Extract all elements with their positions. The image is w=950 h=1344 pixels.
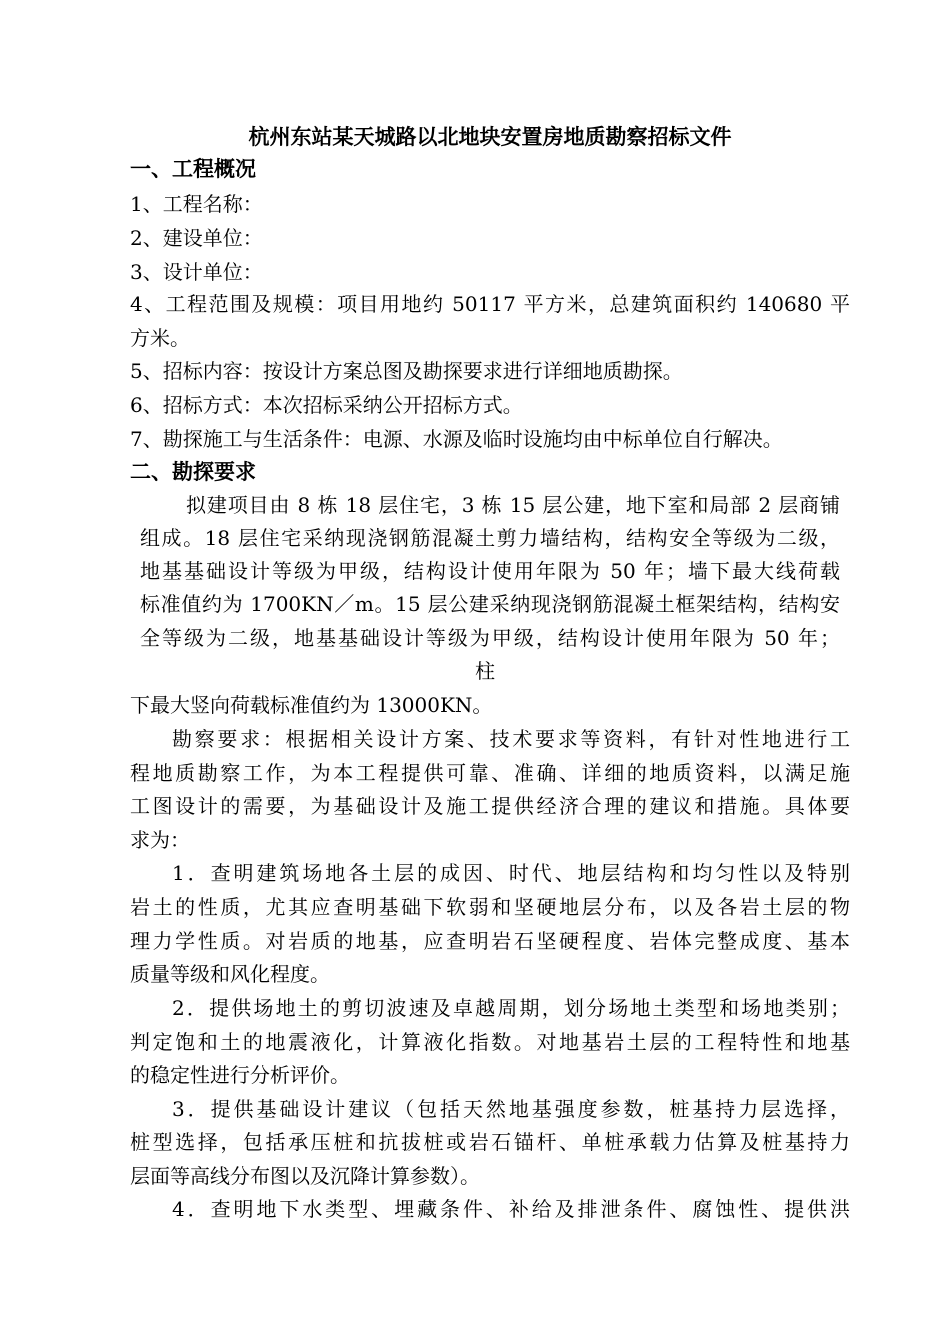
requirement-item-4-line: 4．查明地下水类型、埋藏条件、补给及排泄条件、腐蚀性、提供洪 bbox=[172, 1197, 850, 1221]
overview-item-project-name: 1、工程名称： bbox=[130, 192, 263, 216]
intro-line: 下最大竖向荷载标准值约为 13000KN。 bbox=[130, 693, 493, 717]
overview-item-conditions: 7、勘探施工与生活条件：电源、水源及临时设施均由中标单位自行解决。 bbox=[130, 427, 783, 451]
intro-line: 全等级为二级，地基基础设计等级为甲级，结构设计使用年限为 50 年； bbox=[140, 626, 840, 650]
requirement-item-1-line: 1．查明建筑场地各土层的成因、时代、地层结构和均匀性以及特别 bbox=[172, 861, 850, 885]
requirement-item-3-line: 桩型选择，包括承压桩和抗拔桩或岩石锚杆、单桩承载力估算及桩基持力 bbox=[130, 1130, 850, 1154]
requirement-item-1-line: 岩土的性质，尤其应查明基础下软弱和坚硬地层分布，以及各岩土层的物 bbox=[130, 895, 850, 919]
requirement-item-3-line: 层面等高线分布图以及沉降计算参数）。 bbox=[130, 1164, 480, 1188]
requirement-item-1-line: 理力学性质。对岩质的地基，应查明岩石坚硬程度、岩体完整成度、基本 bbox=[130, 929, 850, 953]
intro-line-wrap-char: 柱 bbox=[475, 659, 495, 683]
overview-item-bid-method: 6、招标方式：本次招标采纳公开招标方式。 bbox=[130, 393, 523, 417]
section-heading-survey-requirements: 二、勘探要求 bbox=[130, 459, 256, 484]
overview-item-bid-content: 5、招标内容：按设计方案总图及勘探要求进行详细地质勘探。 bbox=[130, 359, 683, 383]
document-title: 杭州东站某天城路以北地块安置房地质勘察招标文件 bbox=[248, 124, 732, 149]
requirements-line: 工图设计的需要，为基础设计及施工提供经济合理的建议和措施。具体要 bbox=[130, 794, 850, 818]
overview-item-designer: 3、设计单位： bbox=[130, 260, 263, 284]
requirements-line: 勘察要求：根据相关设计方案、技术要求等资料，有针对性地进行工 bbox=[172, 727, 850, 751]
overview-item-scope-cont: 方米。 bbox=[130, 326, 190, 350]
overview-item-scope: 4、工程范围及规模：项目用地约 50117 平方米，总建筑面积约 140680 平 bbox=[130, 292, 850, 316]
requirement-item-3-line: 3．提供基础设计建议（包括天然地基强度参数，桩基持力层选择， bbox=[172, 1097, 850, 1121]
requirement-item-2-line: 2．提供场地土的剪切波速及卓越周期，划分场地土类型和场地类别； bbox=[172, 996, 850, 1020]
requirements-line: 程地质勘察工作，为本工程提供可靠、准确、详细的地质资料，以满足施 bbox=[130, 761, 850, 785]
requirement-item-2-line: 的稳定性进行分析评价。 bbox=[130, 1063, 350, 1087]
intro-line: 拟建项目由 8 栋 18 层住宅，3 栋 15 层公建，地下室和局部 2 层商铺 bbox=[186, 493, 840, 517]
overview-item-owner: 2、建设单位： bbox=[130, 226, 263, 250]
intro-line: 地基基础设计等级为甲级，结构设计使用年限为 50 年；墙下最大线荷载 bbox=[140, 559, 840, 583]
intro-line: 组成。18 层住宅采纳现浇钢筋混凝土剪力墙结构，结构安全等级为二级， bbox=[140, 526, 840, 550]
requirements-line: 求为： bbox=[130, 828, 190, 852]
requirement-item-2-line: 判定饱和土的地震液化，计算液化指数。对地基岩土层的工程特性和地基 bbox=[130, 1030, 850, 1054]
intro-line: 标准值约为 1700KN／m。15 层公建采纳现浇钢筋混凝土框架结构，结构安 bbox=[140, 592, 840, 616]
requirement-item-1-line: 质量等级和风化程度。 bbox=[130, 962, 330, 986]
section-heading-overview: 一、工程概况 bbox=[130, 156, 256, 181]
